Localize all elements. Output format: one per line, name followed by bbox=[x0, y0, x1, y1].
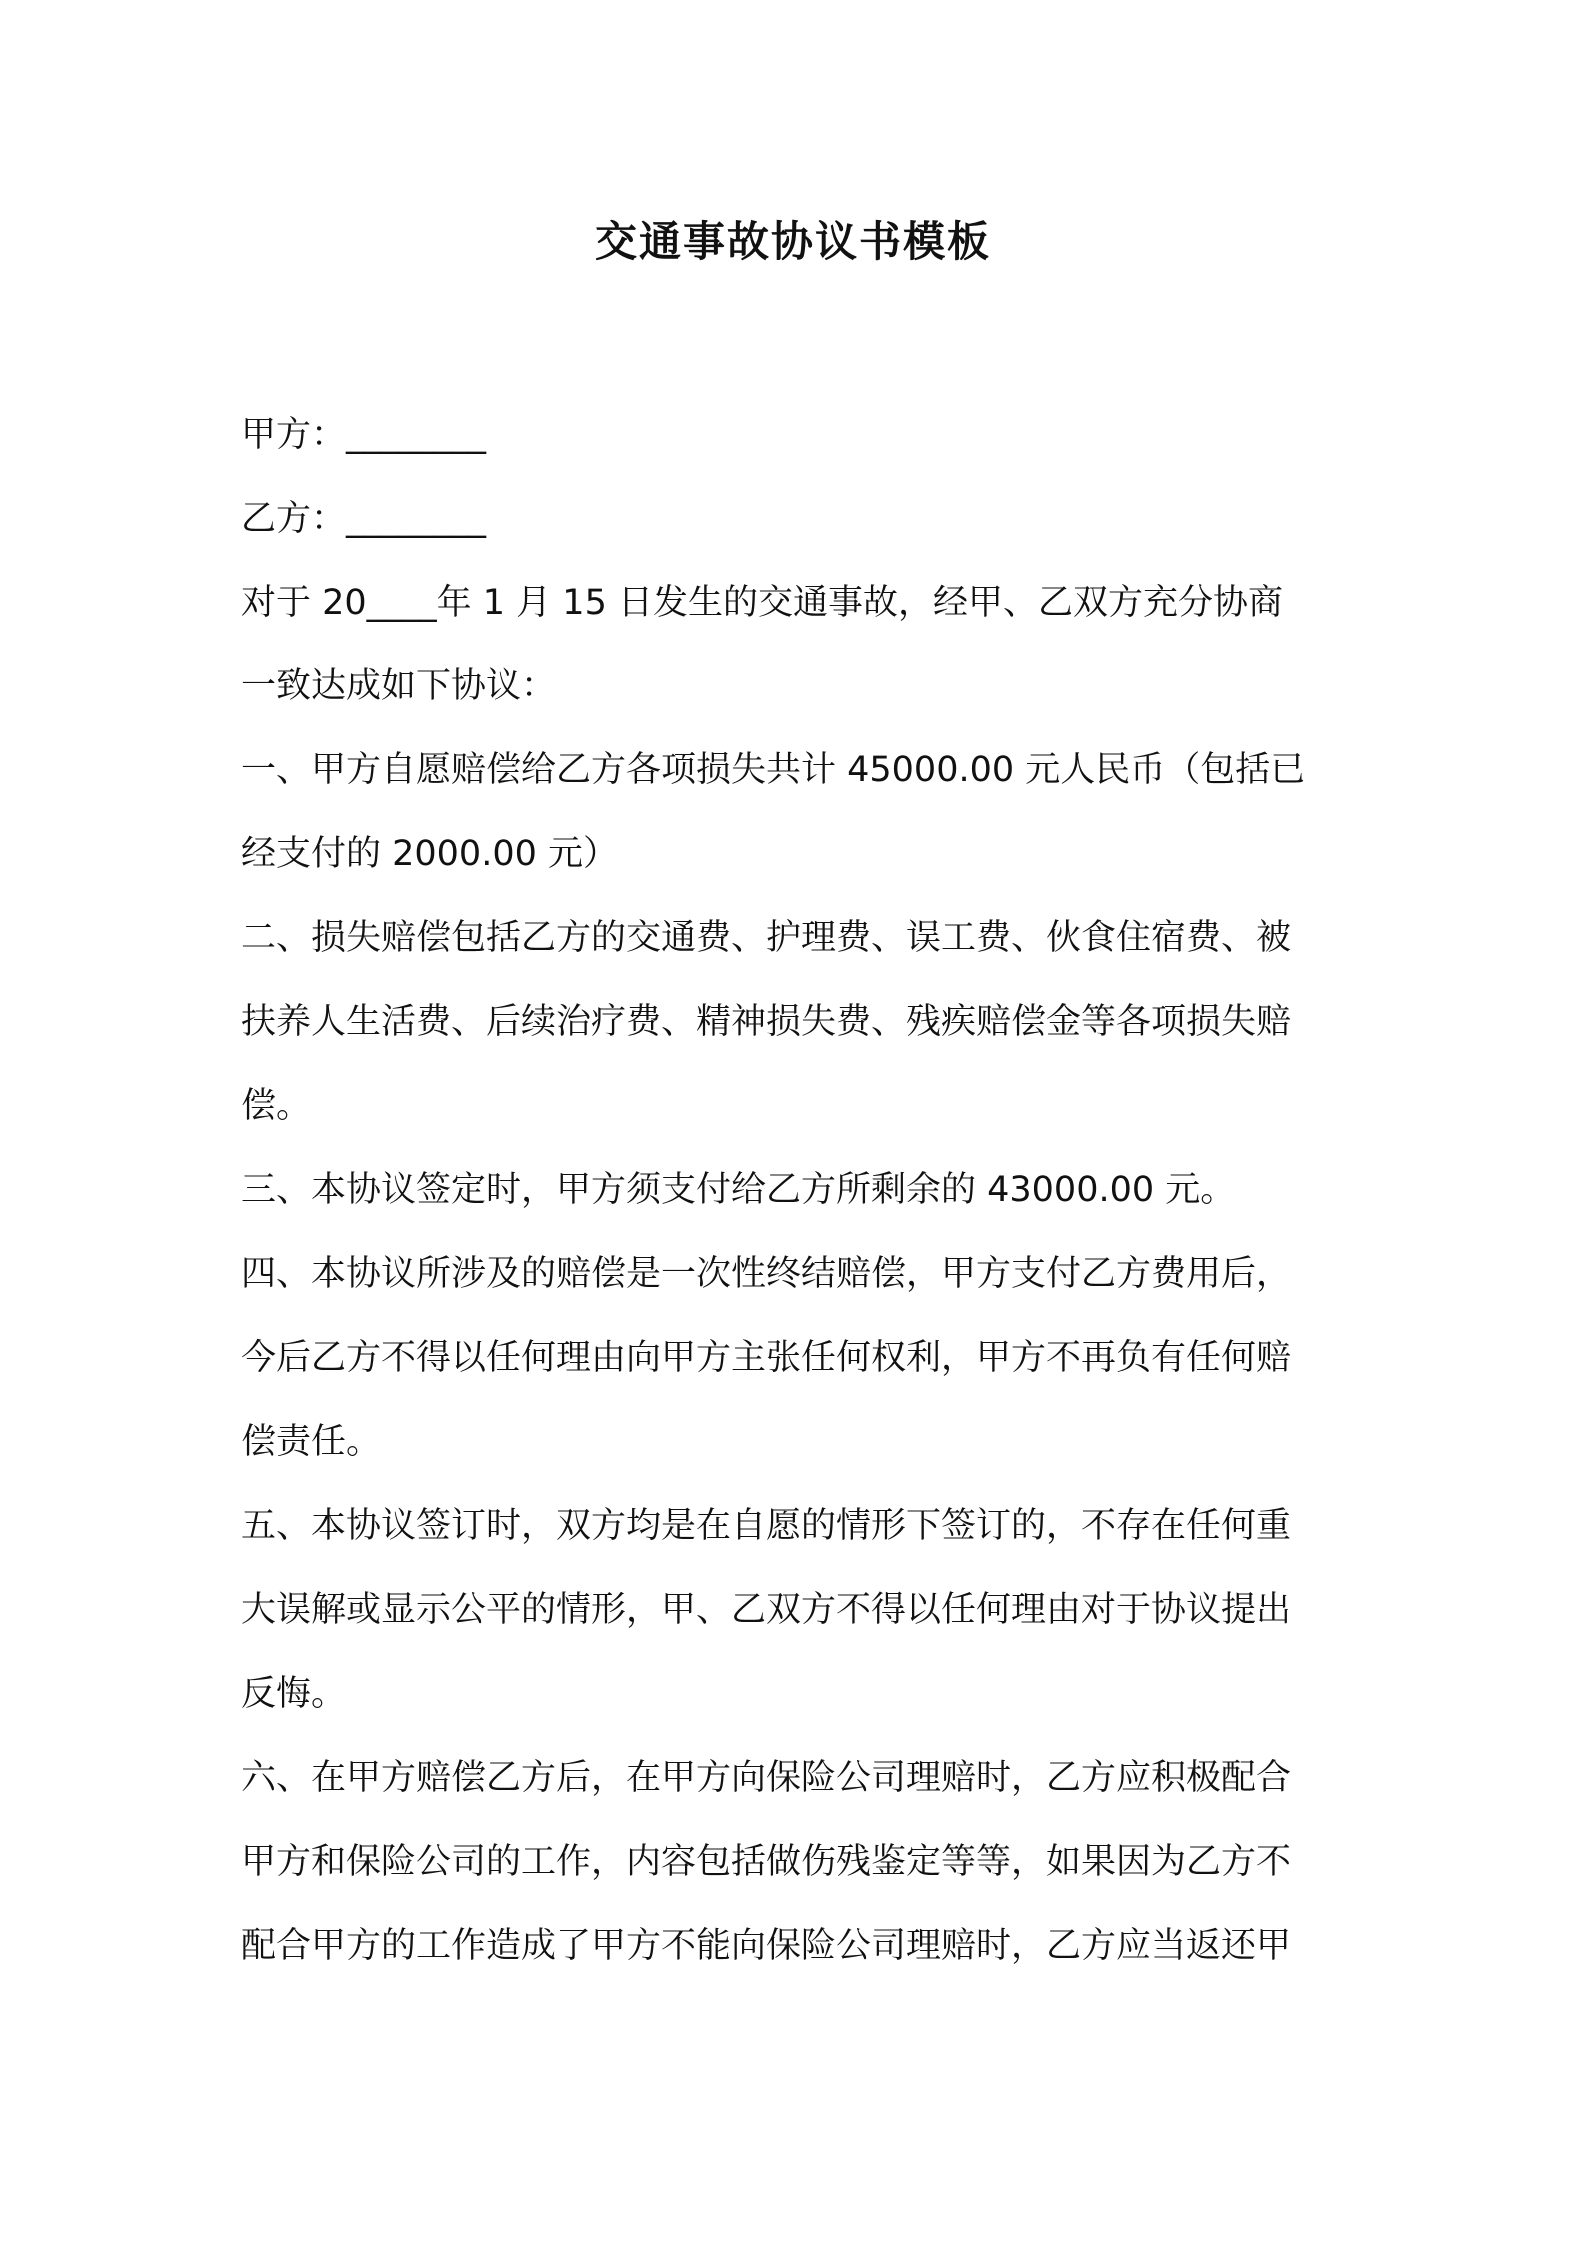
clause-6-line: 配合甲方的工作造成了甲方不能向保险公司理赔时，乙方应当返还甲 bbox=[241, 1926, 1292, 1966]
clause-4-line: 偿责任。 bbox=[241, 1422, 382, 1462]
clause-3-line: 三、本协议签定时，甲方须支付给乙方所剩余的 43000.00 元。 bbox=[241, 1170, 1236, 1210]
clause-4-line: 今后乙方不得以任何理由向甲方主张任何权利，甲方不再负有任何赔 bbox=[241, 1338, 1292, 1378]
clause-2-line: 二、损失赔偿包括乙方的交通费、护理费、误工费、伙食住宿费、被 bbox=[241, 918, 1292, 958]
clause-5-line: 大误解或显示公平的情形，甲、乙双方不得以任何理由对于协议提出 bbox=[241, 1590, 1292, 1630]
clause-1-line: 经支付的 2000.00 元） bbox=[241, 834, 618, 874]
clause-6-line: 甲方和保险公司的工作，内容包括做伤残鉴定等等，如果因为乙方不 bbox=[241, 1842, 1292, 1882]
clause-5-line: 反悔。 bbox=[241, 1674, 347, 1714]
document-line: 一致达成如下协议： bbox=[241, 666, 557, 706]
document-title: 交通事故协议书模板 bbox=[594, 217, 991, 266]
clause-6-line: 六、在甲方赔偿乙方后，在甲方向保险公司理赔时，乙方应积极配合 bbox=[241, 1758, 1292, 1798]
clause-5-line: 五、本协议签订时，双方均是在自愿的情形下签订的，不存在任何重 bbox=[241, 1506, 1292, 1546]
clause-2-line: 扶养人生活费、后续治疗费、精神损失费、残疾赔偿金等各项损失赔 bbox=[241, 1002, 1292, 1042]
clause-4-line: 四、本协议所涉及的赔偿是一次性终结赔偿，甲方支付乙方费用后， bbox=[241, 1254, 1292, 1294]
document-line: 对于 20____年 1 月 15 日发生的交通事故，经甲、乙双方充分协商 bbox=[241, 583, 1283, 623]
party-b-line: 乙方：________ bbox=[241, 499, 487, 539]
clause-1-line: 一、甲方自愿赔偿给乙方各项损失共计 45000.00 元人民币（包括已 bbox=[241, 750, 1306, 790]
party-a-line: 甲方：________ bbox=[241, 415, 487, 455]
clause-2-line: 偿。 bbox=[241, 1086, 312, 1126]
